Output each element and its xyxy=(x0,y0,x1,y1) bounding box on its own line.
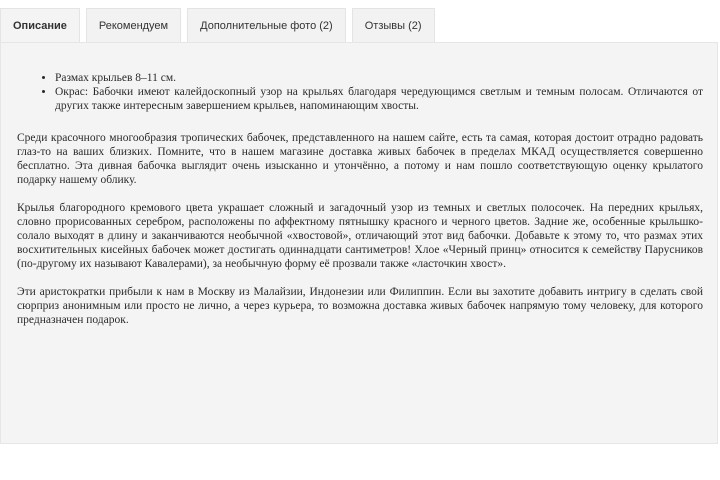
tab-additional-photos[interactable]: Дополнительные фото (2) xyxy=(187,8,346,42)
description-paragraph-3: Эти аристократки прибыли к нам в Москву из Малайзии, Индонезии или Филиппин. Если вы захотите добавить интригу в сделать свой сюрприз анонимным или просто не лично, а через курьера, то возможна доставка живых бабочек напрямую тому человеку, для которого предназначен подарок. xyxy=(17,286,703,326)
tab-description[interactable]: Описание xyxy=(0,8,80,42)
properties-list xyxy=(17,71,703,113)
tab-reviews[interactable]: Отзывы (2) xyxy=(352,8,435,42)
tab-bar xyxy=(0,8,441,42)
property-wingspan: • Размах крыльев 8–11 см. xyxy=(55,71,703,85)
description-paragraph-1: Среди красочного многообразия тропических бабочек, представленного на нашем сайте, есть та самая, которая достоит отрадно радовать глаз-то на ваших близких. Помните, что в нашем магазине доставка живых бабочек в пределах МКАД осуществляется совершенно бесплатно. Эта дивная бабочка выглядит очень изысканно и утончённо, а потому и нам пошло соответствующую оценку крылатого подарку нашему облику. xyxy=(17,132,703,186)
description-paragraph-2: Крылья благородного кремового цвета украшает сложный и загадочный узор из темных и светлых полосочек. На передних крыльях, словно прорисованных серебром, расположены по аффектному пятнышку красного и черного цветов. Задние же, особенные крыльшко-солало выходят в длину и заканчиваются необычной «хвостовой», отличающий этот вид бабочки. Добавьте к этому то, что размах этих восхитительных кисейных бабочек может достигать одиннадцати сантиметров! Хлое «Черный принц» относится к семейству Парусников (по-другому их называют Кавалерами), за необычную форму её прозвали также «ласточкин хвост». xyxy=(17,202,703,270)
description-panel xyxy=(0,42,718,444)
tab-recommended[interactable]: Рекомендуем xyxy=(86,8,181,42)
property-coloring: • Окрас: Бабочки имеют калейдоскопный узор на крыльях благодаря чередующимся светлым и темным полосам. Отличаются от других также интересным завершением крыльев, напоминающим хвосты. xyxy=(55,85,703,113)
